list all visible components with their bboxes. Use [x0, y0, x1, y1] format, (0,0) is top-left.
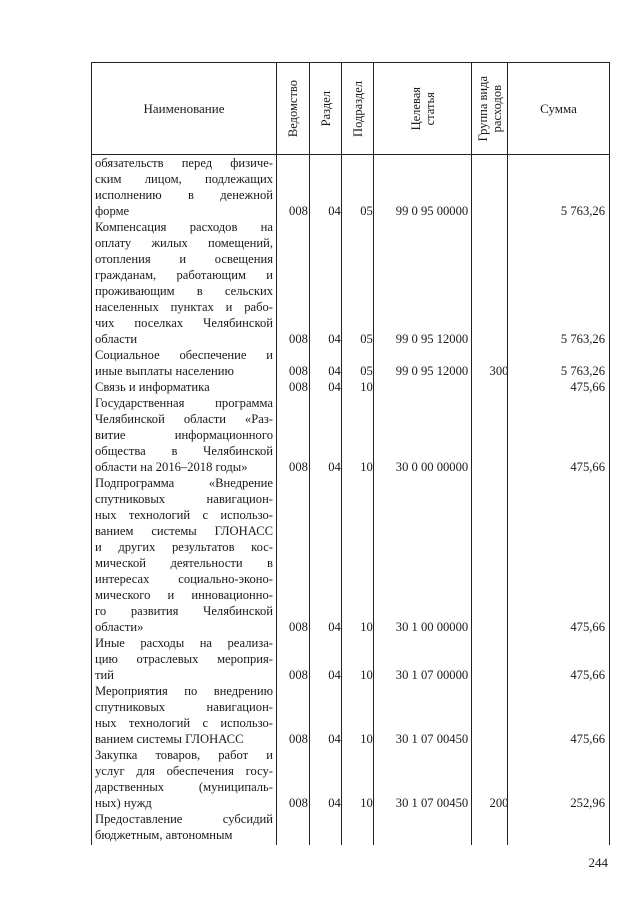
table-row: [95, 635, 607, 683]
header-name-label: Наименование: [143, 100, 225, 116]
row-name-line: тий: [95, 668, 114, 682]
podrazdel-cell: 05: [360, 204, 373, 218]
summa-cell: 5 763,26: [560, 204, 605, 218]
header-podrazdel: [342, 63, 374, 154]
row-name: [95, 475, 273, 635]
summa-cell: 5 763,26: [560, 332, 605, 346]
row-name-line: ванием системы ГЛОНАСС: [95, 524, 273, 538]
row-name: [95, 219, 273, 347]
row-name-line: отопления и освещения: [95, 252, 273, 266]
header-podrazdel-label: Подраздел: [350, 80, 365, 137]
celevaya-cell: 30 1 00 00000: [395, 620, 469, 634]
table-row: [95, 747, 607, 811]
row-name-line: общества в Челябинской: [95, 444, 273, 458]
row-name-line: бюджетным, автономным: [95, 828, 233, 842]
summa-cell: 475,66: [570, 732, 605, 746]
row-name: [95, 747, 273, 811]
row-name-line: Челябинской области «Раз-: [95, 412, 273, 426]
row-name-line: ским лицом, подлежащих: [95, 172, 273, 186]
row-name-line: оплату жилых помещений,: [95, 236, 273, 250]
celevaya-cell: 30 0 00 00000: [395, 460, 469, 474]
vedomstvo-cell: 008: [289, 460, 308, 474]
header-razdel: [310, 63, 342, 154]
page-number: 244: [588, 855, 608, 870]
podrazdel-cell: 10: [360, 668, 373, 682]
row-name-line: ных технологий с использо-: [95, 716, 273, 730]
gruppa-cell: 300: [489, 364, 509, 378]
header-vedomstvo: [277, 63, 310, 154]
row-name-line: Компенсация расходов на: [95, 220, 273, 234]
razdel-cell: 04: [328, 364, 341, 378]
row-name: [95, 155, 273, 219]
row-name: [95, 379, 273, 395]
row-name-line: иные выплаты населению: [95, 364, 234, 378]
header-gruppa-label: Группа вида расходов: [475, 75, 504, 142]
row-name-line: чих поселках Челябинской: [95, 316, 273, 330]
row-name-line: гражданам, работающим и: [95, 268, 273, 282]
row-name-line: витие информационного: [95, 428, 273, 442]
table-row: [95, 475, 607, 635]
header-name: [92, 63, 277, 154]
razdel-cell: 04: [328, 380, 341, 394]
table-row: [95, 155, 607, 219]
razdel-cell: 04: [328, 460, 341, 474]
header-gruppa: [472, 63, 508, 154]
vedomstvo-cell: 008: [289, 204, 308, 218]
row-name-line: дарственных (муниципаль-: [95, 780, 273, 794]
table-row: [95, 219, 607, 347]
row-name: [95, 635, 273, 683]
table-row: [95, 811, 607, 843]
razdel-cell: 04: [328, 332, 341, 346]
razdel-cell: 04: [328, 620, 341, 634]
row-name-line: мической деятельности в: [95, 556, 273, 570]
row-name-line: Связь и информатика: [95, 380, 210, 394]
row-name-line: проживающим в сельских: [95, 284, 273, 298]
row-name-line: области»: [95, 620, 144, 634]
razdel-cell: 04: [328, 204, 341, 218]
razdel-cell: 04: [328, 796, 341, 810]
table-header: [91, 62, 610, 155]
row-name-line: Социальное обеспечение и: [95, 348, 273, 362]
row-name-line: исполнению в денежной: [95, 188, 273, 202]
vedomstvo-cell: 008: [289, 332, 308, 346]
row-name-line: цию отраслевых мероприя-: [95, 652, 273, 666]
razdel-cell: 04: [328, 668, 341, 682]
header-vedomstvo-label: Ведомство: [286, 79, 300, 138]
vedomstvo-cell: 008: [289, 620, 308, 634]
table-row: [95, 395, 607, 475]
podrazdel-cell: 05: [360, 332, 373, 346]
summa-cell: 475,66: [570, 380, 605, 394]
celevaya-cell: 99 0 95 12000: [395, 364, 469, 378]
row-name-line: Подпрограмма «Внедрение: [95, 476, 273, 490]
vedomstvo-cell: 008: [289, 364, 308, 378]
row-name-line: услуг для обеспечения госу-: [95, 764, 273, 778]
header-celevaya: [374, 63, 472, 154]
celevaya-cell: 30 1 07 00450: [395, 796, 469, 810]
celevaya-cell: 30 1 07 00450: [395, 732, 469, 746]
summa-cell: 5 763,26: [560, 364, 605, 378]
row-name-line: спутниковых навигацион-: [95, 700, 273, 714]
header-summa: [508, 63, 609, 154]
celevaya-cell: 99 0 95 12000: [395, 332, 469, 346]
row-name-line: форме: [95, 204, 130, 218]
row-name-line: ванием системы ГЛОНАСС: [95, 732, 244, 746]
summa-cell: 475,66: [570, 460, 605, 474]
vedomstvo-cell: 008: [289, 668, 308, 682]
row-name-line: го развития Челябинской: [95, 604, 273, 618]
table-rows: [95, 155, 607, 843]
header-celevaya-label: Целевая статья: [408, 86, 437, 131]
table-frame: [91, 62, 610, 155]
podrazdel-cell: 10: [360, 620, 373, 634]
row-name-line: населенных пунктах и рабо-: [95, 300, 273, 314]
row-name-line: Мероприятия по внедрению: [95, 684, 273, 698]
row-name-line: области на 2016–2018 годы»: [95, 460, 248, 474]
table-row: [95, 683, 607, 747]
table-row: [95, 379, 607, 395]
summa-cell: 475,66: [570, 668, 605, 682]
podrazdel-cell: 10: [360, 460, 373, 474]
celevaya-cell: 30 1 07 00000: [395, 668, 469, 682]
row-name: [95, 811, 273, 843]
row-name-line: Государственная программа: [95, 396, 273, 410]
row-name-line: ных технологий с использо-: [95, 508, 273, 522]
summa-cell: 475,66: [570, 620, 605, 634]
razdel-cell: 04: [328, 732, 341, 746]
row-name-line: мического и инновационно-: [95, 588, 273, 602]
row-name-line: Иные расходы на реализа-: [95, 636, 273, 650]
row-name-line: обязательств перед физиче-: [95, 156, 273, 170]
row-name-line: интересах социально-эконо-: [95, 572, 273, 586]
row-name: [95, 347, 273, 379]
podrazdel-cell: 10: [360, 732, 373, 746]
podrazdel-cell: 10: [360, 380, 373, 394]
row-name-line: Предоставление субсидий: [95, 812, 273, 826]
row-name-line: спутниковых навигацион-: [95, 492, 273, 506]
header-razdel-label: Раздел: [318, 90, 333, 127]
podrazdel-cell: 10: [360, 796, 373, 810]
vedomstvo-cell: 008: [289, 796, 308, 810]
vedomstvo-cell: 008: [289, 380, 308, 394]
summa-cell: 252,96: [570, 796, 605, 810]
celevaya-cell: 99 0 95 00000: [395, 204, 469, 218]
gruppa-cell: 200: [489, 796, 509, 810]
row-name-line: области: [95, 332, 138, 346]
podrazdel-cell: 05: [360, 364, 373, 378]
row-name: [95, 395, 273, 475]
header-summa-label: Сумма: [540, 100, 577, 116]
vedomstvo-cell: 008: [289, 732, 308, 746]
row-name-line: ных) нужд: [95, 796, 152, 810]
table-row: [95, 347, 607, 379]
row-name: [95, 683, 273, 747]
row-name-line: и других результатов кос-: [95, 540, 273, 554]
row-name-line: Закупка товаров, работ и: [95, 748, 273, 762]
